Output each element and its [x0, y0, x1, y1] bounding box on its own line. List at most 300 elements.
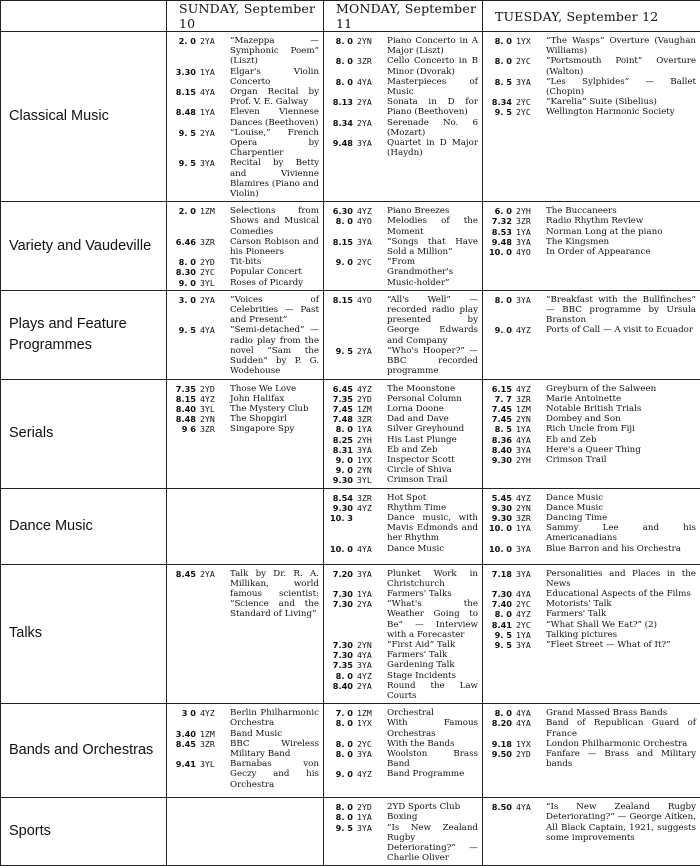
- programme-title: “From Grandmother's Music-holder”: [387, 257, 478, 288]
- programme-entry: [170, 128, 319, 159]
- category-row: [1, 202, 700, 291]
- programme-entry: [327, 394, 478, 404]
- station-code: 2YC: [196, 267, 230, 277]
- station-code: 4YZ: [512, 609, 546, 619]
- programme-entry: [170, 278, 319, 288]
- programme-entry: [170, 759, 319, 790]
- programme-time: 2. 0: [170, 36, 196, 67]
- programme-title: “Fleet Street — What of It?”: [546, 640, 696, 650]
- programme-entry: [486, 325, 696, 335]
- station-code: 2YA: [353, 681, 387, 701]
- day-cell: [324, 798, 483, 866]
- station-code: 3YA: [353, 569, 387, 589]
- station-code: 2YN: [512, 414, 546, 424]
- day-cell: [167, 290, 324, 379]
- programme-title: Elgar's Violin Concerto: [230, 67, 319, 87]
- station-code: 1YX: [512, 36, 546, 56]
- programme-title: Dance Music: [546, 503, 696, 513]
- programme-title: Rhythm Time: [387, 503, 478, 513]
- day-cell: [324, 704, 483, 798]
- station-code: 2YC: [512, 107, 546, 117]
- programme-entry: [327, 739, 478, 749]
- programme-time: 8. 0: [327, 718, 353, 738]
- programme-entry: [170, 569, 319, 620]
- category-row: [1, 290, 700, 379]
- programme-entry: [486, 455, 696, 465]
- programme-entry: [486, 107, 696, 117]
- programme-time: 9 6: [170, 424, 196, 434]
- programme-entry: [327, 650, 478, 660]
- station-code: 2YC: [512, 599, 546, 609]
- programme-time: 9. 0: [327, 257, 353, 288]
- programme-entry: [486, 589, 696, 599]
- programme-title: Wellington Harmonic Society: [546, 107, 696, 117]
- programme-time: 9. 0: [486, 325, 512, 335]
- programme-time: 7.32: [486, 216, 512, 226]
- programme-title: Melodies of the Moment: [387, 216, 478, 236]
- programme-entry: [170, 394, 319, 404]
- programme-time: 7.35: [327, 660, 353, 670]
- programme-title: Here's a Queer Thing: [546, 445, 696, 455]
- station-code: [353, 513, 387, 544]
- station-code: 4YA: [196, 325, 230, 376]
- station-code: 1ZM: [353, 708, 387, 718]
- station-code: 4YA: [512, 802, 546, 843]
- programme-time: 10. 0: [486, 247, 512, 257]
- programme-entry: [486, 749, 696, 769]
- programme-time: 8.31: [327, 445, 353, 455]
- programme-title: Plunket Work in Christchurch: [387, 569, 478, 589]
- programme-title: Blue Barron and his Orchestra: [546, 544, 696, 554]
- programme-entry: [486, 802, 696, 843]
- programme-title: Selections from Shows and Musical Comedies: [230, 206, 319, 237]
- programme-entry: [486, 503, 696, 513]
- programme-time: 7. 7: [486, 394, 512, 404]
- programme-entry: [327, 493, 478, 503]
- station-code: 2YC: [512, 97, 546, 107]
- day-cell: [483, 704, 700, 798]
- day-header-row: [1, 1, 700, 32]
- station-code: 2YD: [353, 394, 387, 404]
- programme-title: Sammy Lee and his Americanadians: [546, 523, 696, 543]
- programme-time: 5.45: [486, 493, 512, 503]
- station-code: 1YA: [512, 523, 546, 543]
- programme-entry: [327, 769, 478, 779]
- programme-entry: [170, 295, 319, 326]
- programme-entry: [170, 257, 319, 267]
- programme-title: Berlin Philharmonic Orchestra: [230, 708, 319, 728]
- programme-entry: [327, 97, 478, 117]
- programme-entry: [486, 435, 696, 445]
- programme-entry: [170, 708, 319, 728]
- programme-time: 8.40: [170, 404, 196, 414]
- grid-body: [1, 32, 700, 866]
- category-row: [1, 564, 700, 704]
- programme-time: 8.13: [327, 97, 353, 117]
- programme-title: Orchestral: [387, 708, 478, 718]
- station-code: 3ZR: [512, 216, 546, 226]
- programme-title: “Songs that Have Sold a Million”: [387, 237, 478, 257]
- programme-entry: [486, 404, 696, 414]
- programme-time: 9.50: [486, 749, 512, 769]
- station-code: 3YL: [196, 278, 230, 288]
- programme-title: Fanfare — Brass and Military bands: [546, 749, 696, 769]
- programme-title: John Halifax: [230, 394, 319, 404]
- station-code: 4YZ: [353, 769, 387, 779]
- station-code: 3YA: [353, 445, 387, 455]
- station-code: 1YA: [353, 424, 387, 434]
- station-code: 2YH: [512, 455, 546, 465]
- programme-entry: [327, 708, 478, 718]
- programme-title: With Famous Orchestras: [387, 718, 478, 738]
- programme-entry: [327, 660, 478, 670]
- station-code: 3ZR: [512, 394, 546, 404]
- programme-time: 8. 0: [327, 36, 353, 56]
- programme-title: Dad and Dave: [387, 414, 478, 424]
- station-code: 3YA: [512, 237, 546, 247]
- day-cell: [167, 488, 324, 564]
- station-code: 3ZR: [512, 513, 546, 523]
- programme-entry: [486, 513, 696, 523]
- programme-title: The Kingsmen: [546, 237, 696, 247]
- programme-title: Band Music: [230, 729, 319, 739]
- category-label: Dance Music: [1, 488, 167, 564]
- station-code: 4YO: [353, 295, 387, 346]
- station-code: 2YA: [353, 118, 387, 138]
- programme-time: 9. 5: [170, 158, 196, 199]
- programme-time: 8.15: [170, 394, 196, 404]
- station-code: 2YA: [196, 128, 230, 159]
- category-row: [1, 704, 700, 798]
- programme-time: 8.54: [327, 493, 353, 503]
- programme-title: With the Bands: [387, 739, 478, 749]
- station-code: 2YN: [353, 36, 387, 56]
- programme-time: 7.30: [327, 640, 353, 650]
- programme-title: Serenade No. 6 (Mozart): [387, 118, 478, 138]
- programme-time: 8.15: [327, 295, 353, 346]
- programme-entry: [327, 544, 478, 554]
- category-label: Bands and Orchestras: [1, 704, 167, 798]
- programme-time: 9.41: [170, 759, 196, 790]
- station-code: 4YZ: [196, 394, 230, 404]
- programme-title: Singapore Spy: [230, 424, 319, 434]
- programme-time: 8. 0: [327, 77, 353, 97]
- programme-title: “Is New Zealand Rugby Deteriorating?” — George Aitken, All Black Captain, 1921, suggests some improvements: [546, 802, 696, 843]
- category-row: [1, 379, 700, 488]
- programme-time: 3.30: [170, 67, 196, 87]
- programme-title: Piano Concerto in A Major (Liszt): [387, 36, 478, 56]
- programme-entry: [327, 295, 478, 346]
- programme-title: Band of Republican Guard of France: [546, 718, 696, 738]
- station-code: 2YC: [353, 257, 387, 288]
- programme-time: 9.48: [486, 237, 512, 247]
- programme-title: Notable British Trials: [546, 404, 696, 414]
- programme-time: 9. 0: [170, 278, 196, 288]
- programme-title: Educational Aspects of the Films: [546, 589, 696, 599]
- programme-entry: [170, 384, 319, 394]
- programme-time: 6.30: [327, 206, 353, 216]
- station-code: 1ZM: [196, 729, 230, 739]
- programme-time: 8.40: [327, 681, 353, 701]
- station-code: 4YZ: [512, 325, 546, 335]
- station-code: 2YC: [512, 56, 546, 76]
- programme-time: 6.45: [327, 384, 353, 394]
- station-code: 2YN: [512, 503, 546, 513]
- programme-title: “Les Sylphides” — Ballet (Chopin): [546, 77, 696, 97]
- programme-entry: [486, 97, 696, 107]
- programme-time: 7. 0: [327, 708, 353, 718]
- station-code: 3YA: [512, 640, 546, 650]
- programme-entry: [170, 107, 319, 127]
- programme-title: Those We Love: [230, 384, 319, 394]
- programme-time: 9. 5: [170, 325, 196, 376]
- programme-time: 8.36: [486, 435, 512, 445]
- programme-title: “Breakfast with the Bullfinches” — BBC programme by Ursula Branston: [546, 295, 696, 326]
- programme-title: Radio Rhythm Review: [546, 216, 696, 226]
- programme-title: Rich Uncle from Fiji: [546, 424, 696, 434]
- station-code: 3YA: [512, 569, 546, 589]
- category-label: Sports: [1, 798, 167, 866]
- programme-entry: [327, 414, 478, 424]
- station-code: 3ZR: [196, 739, 230, 759]
- station-code: 1ZM: [196, 206, 230, 237]
- station-code: 2YA: [353, 346, 387, 377]
- programme-time: 8.34: [327, 118, 353, 138]
- station-code: 1YA: [353, 589, 387, 599]
- category-label: Classical Music: [1, 32, 167, 202]
- programme-entry: [170, 267, 319, 277]
- programme-time: 9. 5: [327, 346, 353, 377]
- programme-title: “What's the Weather Going to Be” — Interview with a Forecaster: [387, 599, 478, 640]
- station-code: 4YZ: [512, 493, 546, 503]
- programme-title: Dance Music: [387, 544, 478, 554]
- programme-time: 8.30: [170, 267, 196, 277]
- programme-title: His Last Plunge: [387, 435, 478, 445]
- programme-entry: [327, 404, 478, 414]
- programme-title: “What Shall We Eat?” (2): [546, 620, 696, 630]
- programme-title: Roses of Picardy: [230, 278, 319, 288]
- programme-title: Carson Robison and his Pioneers: [230, 237, 319, 257]
- corner-cell: [1, 1, 167, 32]
- station-code: 4YA: [512, 435, 546, 445]
- station-code: 3YL: [196, 759, 230, 790]
- programme-time: 8.50: [486, 802, 512, 843]
- programme-time: 7.18: [486, 569, 512, 589]
- programme-entry: [486, 544, 696, 554]
- programme-entry: [170, 424, 319, 434]
- station-code: 2YD: [353, 802, 387, 812]
- programme-entry: [170, 158, 319, 199]
- programme-time: 8. 0: [327, 56, 353, 76]
- programme-entry: [327, 237, 478, 257]
- programme-title: Eb and Zeb: [387, 445, 478, 455]
- station-code: 1YA: [512, 630, 546, 640]
- programme-title: Popular Concert: [230, 267, 319, 277]
- programme-title: Norman Long at the piano: [546, 227, 696, 237]
- station-code: 1YA: [512, 424, 546, 434]
- programme-entry: [327, 513, 478, 544]
- programme-time: 9. 5: [327, 823, 353, 864]
- station-code: 3YA: [353, 823, 387, 864]
- programme-time: 9. 0: [327, 769, 353, 779]
- station-code: 4YA: [353, 544, 387, 554]
- programme-title: The Moonstone: [387, 384, 478, 394]
- programme-entry: [327, 206, 478, 216]
- day-cell: [483, 379, 700, 488]
- programme-title: Organ Recital by Prof. V. E. Galway: [230, 87, 319, 107]
- station-code: 2YD: [512, 749, 546, 769]
- programme-time: 9.30: [327, 503, 353, 513]
- day-header-tuesday: TUESDAY, September 12: [483, 1, 700, 32]
- programme-entry: [327, 569, 478, 589]
- day-cell: [483, 202, 700, 291]
- programme-entry: [486, 206, 696, 216]
- programme-entry: [327, 36, 478, 56]
- station-code: 1YX: [353, 455, 387, 465]
- programme-time: 6.46: [170, 237, 196, 257]
- programme-entry: [170, 325, 319, 376]
- programme-title: Personalities and Places in the News: [546, 569, 696, 589]
- programme-title: BBC Wireless Military Band: [230, 739, 319, 759]
- station-code: 1ZM: [353, 404, 387, 414]
- station-code: 1YA: [353, 812, 387, 822]
- programme-title: “Is New Zealand Rugby Deteriorating?” —Charlie Oliver: [387, 823, 478, 864]
- station-code: 3ZR: [353, 414, 387, 424]
- day-header-monday: MONDAY, September 11: [324, 1, 483, 32]
- station-code: 1YA: [196, 107, 230, 127]
- programme-title: Motorists' Talk: [546, 599, 696, 609]
- programme-entry: [327, 802, 478, 812]
- day-cell: [324, 564, 483, 704]
- station-code: 3ZR: [353, 493, 387, 503]
- programme-title: “Who's Hooper?” — BBC recorded programme: [387, 346, 478, 377]
- programme-title: Band Programme: [387, 769, 478, 779]
- programme-entry: [327, 599, 478, 640]
- programme-time: 8. 0: [486, 56, 512, 76]
- day-cell: [167, 32, 324, 202]
- programme-time: 9.48: [327, 138, 353, 158]
- station-code: 3ZR: [353, 56, 387, 76]
- programme-entry: [170, 404, 319, 414]
- category-row: [1, 488, 700, 564]
- programme-title: Talk by Dr. R. A. Millikan, world famous scientist: “Science and the Standard of Living”: [230, 569, 319, 620]
- programme-entry: [327, 465, 478, 475]
- programme-time: 8. 0: [486, 708, 512, 718]
- programme-title: Piano Breezes: [387, 206, 478, 216]
- programme-entry: [327, 749, 478, 769]
- programme-time: 10. 0: [486, 523, 512, 543]
- programme-title: Grand Massed Brass Bands: [546, 708, 696, 718]
- programme-title: In Order of Appearance: [546, 247, 696, 257]
- station-code: 2YC: [512, 620, 546, 630]
- programme-time: 8. 5: [486, 77, 512, 97]
- station-code: 3YA: [353, 749, 387, 769]
- programme-entry: [327, 681, 478, 701]
- programme-title: Eb and Zeb: [546, 435, 696, 445]
- programme-entry: [170, 67, 319, 87]
- programme-entry: [327, 435, 478, 445]
- programme-time: 8. 0: [327, 739, 353, 749]
- programme-time: 2. 0: [170, 206, 196, 237]
- programme-title: Eleven Viennese Dances (Beethoven): [230, 107, 319, 127]
- programme-time: 8.45: [170, 739, 196, 759]
- programme-entry: [327, 671, 478, 681]
- programme-entry: [327, 475, 478, 485]
- day-cell: [324, 202, 483, 291]
- programme-time: 3. 0: [170, 295, 196, 326]
- programme-time: 8. 0: [486, 609, 512, 619]
- programme-entry: [170, 739, 319, 759]
- programme-title: Inspector Scott: [387, 455, 478, 465]
- day-cell: [483, 488, 700, 564]
- programme-entry: [486, 77, 696, 97]
- programme-time: 10. 3: [327, 513, 353, 544]
- station-code: 1YA: [512, 227, 546, 237]
- programme-title: Sonata in D for Piano (Beethoven): [387, 97, 478, 117]
- programme-time: 7.35: [170, 384, 196, 394]
- programme-time: 8.20: [486, 718, 512, 738]
- programme-title: “Voices of Celebrities — Past and Present”: [230, 295, 319, 326]
- programme-entry: [327, 346, 478, 377]
- station-code: 3YA: [512, 77, 546, 97]
- programme-entry: [170, 36, 319, 67]
- programme-title: Woolston Brass Band: [387, 749, 478, 769]
- programme-title: Silver Greyhound: [387, 424, 478, 434]
- programme-entry: [327, 445, 478, 455]
- station-code: 4YA: [512, 708, 546, 718]
- programme-time: 8. 0: [327, 216, 353, 236]
- programme-entry: [486, 569, 696, 589]
- programme-title: “Mazeppa — Symphonic Poem” (Liszt): [230, 36, 319, 67]
- programme-title: Quartet in D Major (Haydn): [387, 138, 478, 158]
- programme-entry: [486, 227, 696, 237]
- station-code: 4YA: [353, 650, 387, 660]
- programme-title: Farmers' Talk: [387, 650, 478, 660]
- station-code: 3YA: [353, 237, 387, 257]
- programme-entry: [486, 414, 696, 424]
- programme-entry: [327, 77, 478, 97]
- category-label: Talks: [1, 564, 167, 704]
- programme-time: 9. 5: [170, 128, 196, 159]
- station-code: 3YA: [353, 138, 387, 158]
- programme-entry: [486, 247, 696, 257]
- programme-entry: [486, 36, 696, 56]
- station-code: 2YC: [353, 739, 387, 749]
- programme-title: “First Aid” Talk: [387, 640, 478, 650]
- programme-entry: [327, 640, 478, 650]
- station-code: 1ZM: [512, 404, 546, 414]
- programme-title: Round the Law Courts: [387, 681, 478, 701]
- day-cell: [167, 704, 324, 798]
- programme-entry: [486, 630, 696, 640]
- day-cell: [167, 202, 324, 291]
- programme-time: 7.45: [327, 404, 353, 414]
- programme-title: Tit-bits: [230, 257, 319, 267]
- programme-time: 9.30: [327, 475, 353, 485]
- station-code: 3ZR: [196, 424, 230, 434]
- programme-time: 9. 5: [486, 630, 512, 640]
- programme-title: Crimson Trail: [546, 455, 696, 465]
- programme-title: Dance music, with Mavis Edmonds and her Rhythm: [387, 513, 478, 544]
- programme-time: 8. 0: [327, 671, 353, 681]
- programme-entry: [486, 523, 696, 543]
- category-label: Plays and Feature Programmes: [1, 290, 167, 379]
- programme-entry: [170, 237, 319, 257]
- category-label: Serials: [1, 379, 167, 488]
- programme-time: 8. 5: [486, 424, 512, 434]
- programme-time: 7.30: [327, 599, 353, 640]
- station-code: 2YD: [196, 257, 230, 267]
